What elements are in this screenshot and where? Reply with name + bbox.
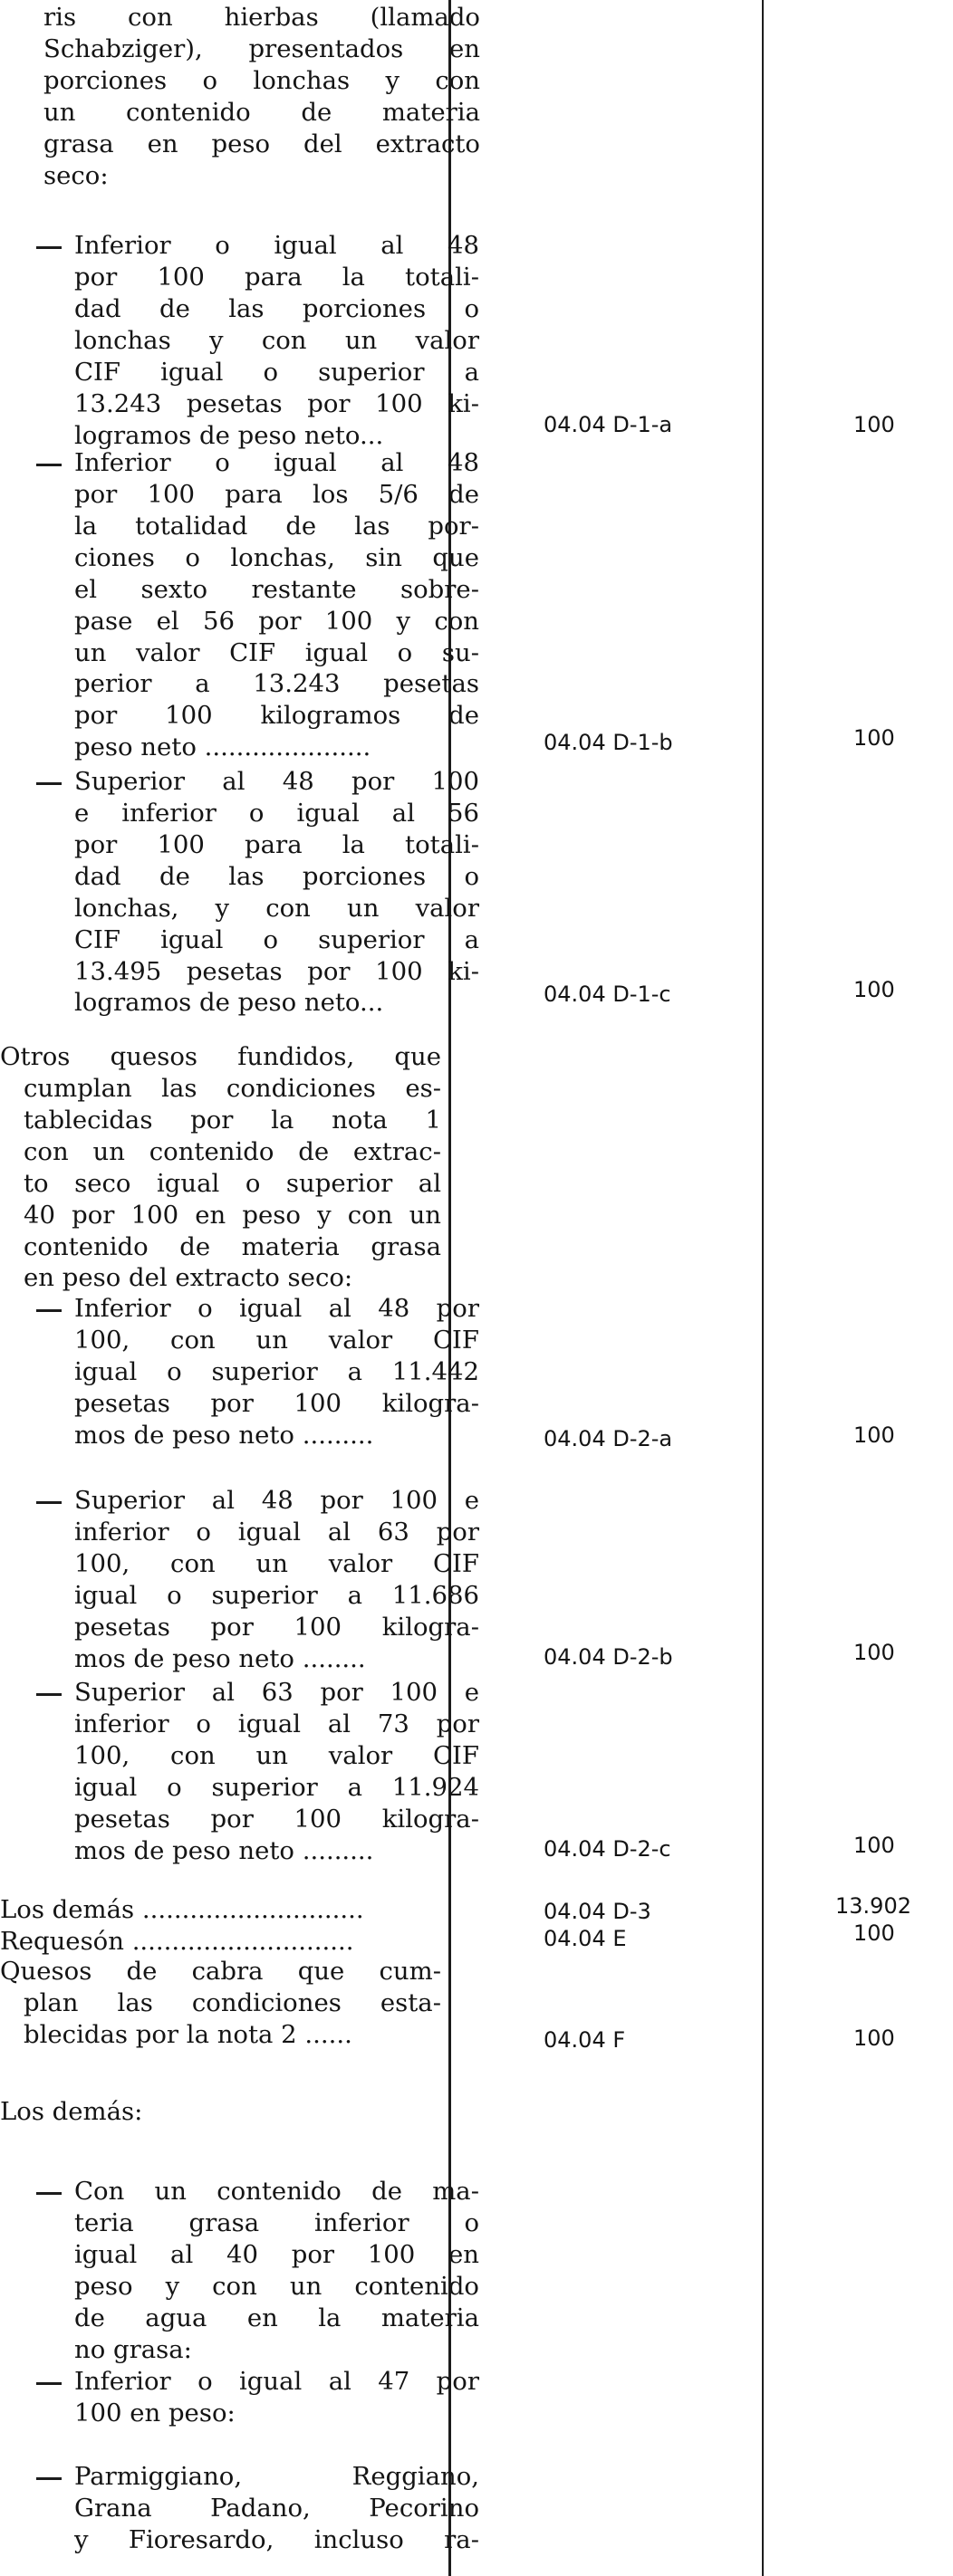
tail-item-materia-grasa: Con un contenido de ma- teria grasa inferior o igual al 40 por 100 en peso y con un contenido de agua en la materia no grasa: — [74, 2177, 479, 2364]
duty-value: 100 — [853, 725, 895, 751]
duty-value: 100 — [853, 1422, 895, 1448]
duty-value: 100 — [853, 1833, 895, 1858]
intro-paragraph: ris con hierbas (llamado Schabziger), presentados en porciones o lonchas y con un contenido de materia grasa en peso del extracto seco: — [43, 3, 480, 190]
duty-value: 100 — [853, 1640, 895, 1665]
item-d-2-c-description: Superior al 63 por 100 e inferior o igual al 73 por 100, con un valor CIF igual o superior a 11.924 pesetas por 100 kilogra- mos de peso neto ......... — [74, 1678, 479, 1865]
tariff-code: 04.04 F — [544, 2027, 626, 2053]
item-d-2-b-description: Superior al 48 por 100 e inferior o igual al 63 por 100, con un valor CIF igual o superior a 11.686 pesetas por 100 kilogra- mos de peso neto ........ — [74, 1486, 479, 1673]
item-e-description: Requesón ............................ — [0, 1927, 354, 1956]
duty-value: 100 — [853, 1920, 895, 1946]
duty-value: 100 — [853, 977, 895, 1002]
otros-quesos-paragraph: Otros quesos fundidos, que cumplan las condiciones es- tablecidas por la nota 1 con un contenido de extrac- to seco igual o superior al 40 por 100 en peso y con un contenido de materia grasa en peso del extracto seco: — [0, 1042, 441, 1293]
tariff-code: 04.04 D-2-b — [544, 1644, 673, 1670]
item-d-2-a-description: Inferior o igual al 48 por 100, con un valor CIF igual o superior a 11.442 pesetas por 100 kilogra- mos de peso neto ......... — [74, 1294, 479, 1450]
item-f-description: Quesos de cabra que cum- plan las condiciones esta- blecidas por la nota 2 ...... — [0, 1957, 441, 2049]
tariff-code: 04.04 E — [544, 1926, 627, 1951]
tariff-code: 04.04 D-2-a — [544, 1426, 673, 1451]
tariff-code: 04.04 D-3 — [544, 1899, 651, 1924]
duty-value: 100 — [853, 2025, 895, 2051]
tariff-code: 04.04 D-1-b — [544, 730, 673, 755]
tariff-code: 04.04 D-2-c — [544, 1836, 671, 1862]
tariff-code: 04.04 D-1-c — [544, 982, 671, 1007]
tariff-code: 04.04 D-1-a — [544, 412, 673, 437]
column-rule-right — [762, 0, 764, 2576]
tail-item-inferior-47: Inferior o igual al 47 por 100 en peso: — [74, 2367, 479, 2428]
item-d-1-b-description: Inferior o igual al 48 por 100 para los 5/6 de la totalidad de las por- ciones o lonchas, sin que el sexto restante sobre- pase el 56 por 100 y con un valor CIF igual o su- perior a 13.243 pesetas por 100 kilogramos de peso neto ..................... — [74, 448, 479, 762]
duty-value: 13.902 — [835, 1893, 911, 1919]
los-demas-heading: Los demás: — [0, 2097, 143, 2126]
tail-item-parmiggiano: Parmiggiano, Reggiano, Grana Padano, Pecorino y Fioresardo, incluso ra- — [74, 2462, 479, 2554]
item-d-1-a-description: Inferior o igual al 48 por 100 para la totali- dad de las porciones o lonchas y con un valor CIF igual o superior a 13.243 pesetas por 100 ki- logramos de peso neto... — [74, 231, 479, 450]
item-d-3-description: Los demás ............................ — [0, 1895, 364, 1924]
duty-value: 100 — [853, 412, 895, 437]
item-d-1-c-description: Superior al 48 por 100 e inferior o igual al 56 por 100 para la totali- dad de las porciones o lonchas, y con un valor CIF igual o superior a 13.495 pesetas por 100 ki- logramos de peso neto... — [74, 767, 479, 1018]
